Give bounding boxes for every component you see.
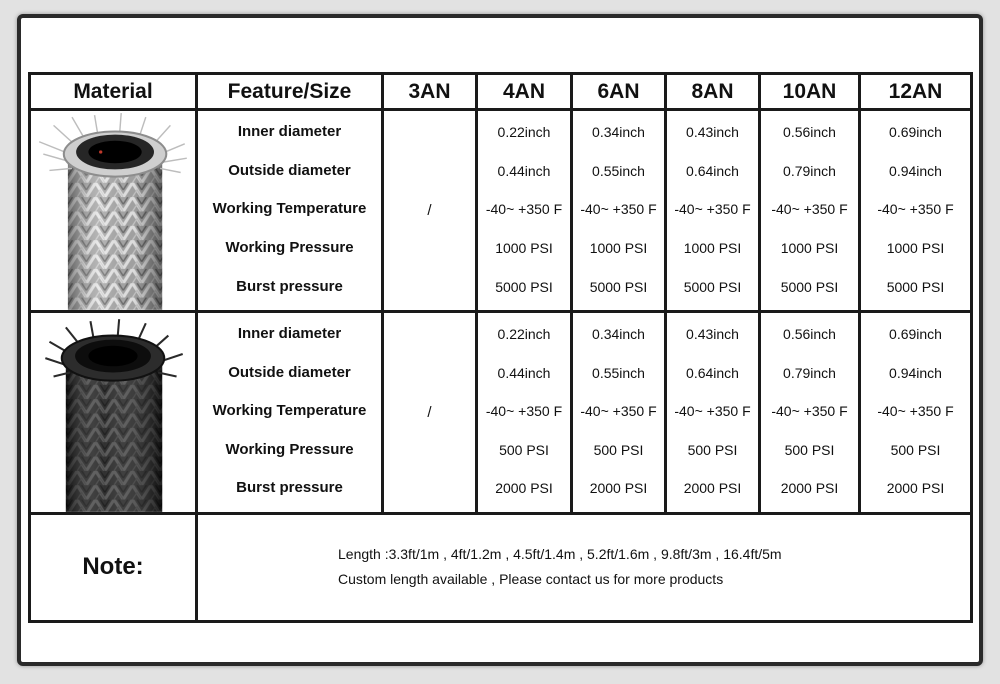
value-cell: 1000 PSI [780, 239, 839, 256]
value-cell: 0.79inch [783, 364, 836, 381]
value-cell: -40~ +350 F [674, 403, 751, 420]
value-cell: 1000 PSI [886, 239, 945, 256]
value-col-12an [860, 110, 972, 312]
value-cell: 0.55inch [592, 364, 645, 381]
value-cell: 0.64inch [686, 364, 739, 381]
header-3an: 3AN [383, 74, 477, 110]
value-cell: 0.43inch [686, 326, 739, 343]
value-cell: 500 PSI [890, 441, 941, 458]
value-cell: 2000 PSI [780, 480, 839, 497]
note-text [197, 513, 972, 621]
hose-spec-table [28, 72, 973, 623]
value-cell: 0.55inch [592, 162, 645, 179]
feature-inner-diameter: Inner diameter [237, 325, 342, 343]
3an-not-available: / [383, 311, 477, 513]
note-label: Note: [30, 513, 197, 621]
value-cell: -40~ +350 F [877, 403, 954, 420]
feature-outside-diameter: Outside diameter [228, 161, 351, 179]
value-cell: -40~ +350 F [485, 201, 563, 218]
value-cell: 1000 PSI [683, 239, 742, 256]
value-col-6an [572, 311, 666, 513]
value-cell: -40~ +350 F [485, 403, 563, 420]
value-cell: 0.56inch [783, 124, 836, 141]
value-col-8an [666, 110, 760, 312]
value-cell: 0.79inch [783, 162, 836, 179]
value-col-10an [760, 311, 860, 513]
black-nylon-braided-hose-image [30, 311, 197, 513]
stainless-braided-hose-image [30, 110, 197, 312]
header-6an: 6AN [572, 74, 666, 110]
value-cell: 500 PSI [687, 441, 738, 458]
value-cell: 0.44inch [497, 162, 551, 179]
value-col-4an [477, 110, 572, 312]
value-cell: 0.56inch [783, 326, 836, 343]
value-cell: 2000 PSI [886, 480, 945, 497]
feature-labels-stainless [197, 110, 383, 312]
value-col-12an [860, 311, 972, 513]
value-cell: 0.94inch [889, 364, 942, 381]
value-cell: 2000 PSI [683, 480, 742, 497]
value-cell: 2000 PSI [495, 480, 553, 497]
feature-working-temperature: Working Temperature [212, 402, 367, 420]
note-row [30, 513, 972, 621]
value-cell: 1000 PSI [495, 239, 553, 256]
header-material: Material [30, 74, 197, 110]
note-custom-length: Custom length available , Please contact us for more products [338, 571, 724, 588]
feature-inner-diameter: Inner diameter [237, 123, 342, 141]
value-cell: -40~ +350 F [877, 201, 954, 218]
feature-burst-pressure: Burst pressure [236, 277, 343, 295]
value-cell: 2000 PSI [589, 480, 648, 497]
note-length-options: Length :3.3ft/1m , 4ft/1.2m , 4.5ft/1.4m , 5.2ft/1.6m , 9.8ft/3m , 16.4ft/5m [338, 546, 782, 563]
header-8an: 8AN [666, 74, 760, 110]
value-cell: -40~ +350 F [771, 403, 848, 420]
feature-working-pressure: Working Pressure [225, 440, 354, 458]
feature-working-pressure: Working Pressure [225, 238, 354, 256]
value-cell: 500 PSI [593, 441, 644, 458]
value-cell: -40~ +350 F [674, 201, 751, 218]
material-row-black-nylon [30, 311, 972, 513]
feature-labels-black-nylon [197, 311, 383, 513]
value-cell: -40~ +350 F [580, 201, 657, 218]
value-cell: 5000 PSI [495, 278, 553, 295]
3an-not-available: / [383, 110, 477, 312]
header-10an: 10AN [760, 74, 860, 110]
value-cell: 0.34inch [592, 124, 645, 141]
value-cell: 0.22inch [497, 326, 551, 343]
value-col-4an [477, 311, 572, 513]
value-col-8an [666, 311, 760, 513]
header-12an: 12AN [860, 74, 972, 110]
feature-working-temperature: Working Temperature [212, 200, 367, 218]
value-cell: 5000 PSI [780, 278, 839, 295]
feature-outside-diameter: Outside diameter [228, 363, 351, 381]
value-cell: 5000 PSI [683, 278, 742, 295]
value-cell: 5000 PSI [589, 278, 648, 295]
value-cell: 1000 PSI [589, 239, 648, 256]
value-cell: 0.44inch [497, 364, 551, 381]
value-cell: -40~ +350 F [580, 403, 657, 420]
value-cell: 500 PSI [784, 441, 835, 458]
value-cell: 0.94inch [889, 162, 942, 179]
material-row-stainless [30, 110, 972, 312]
value-col-6an [572, 110, 666, 312]
value-cell: 0.69inch [889, 124, 942, 141]
header-4an: 4AN [477, 74, 572, 110]
value-cell: 0.64inch [686, 162, 739, 179]
header-feature-size: Feature/Size [197, 74, 383, 110]
value-cell: 0.69inch [889, 326, 942, 343]
value-cell: 500 PSI [499, 441, 549, 458]
value-cell: -40~ +350 F [771, 201, 848, 218]
value-cell: 0.43inch [686, 124, 739, 141]
feature-burst-pressure: Burst pressure [236, 479, 343, 497]
header-row [30, 74, 972, 110]
value-cell: 5000 PSI [886, 278, 945, 295]
value-cell: 0.34inch [592, 326, 645, 343]
value-col-10an [760, 110, 860, 312]
value-cell: 0.22inch [497, 124, 551, 141]
